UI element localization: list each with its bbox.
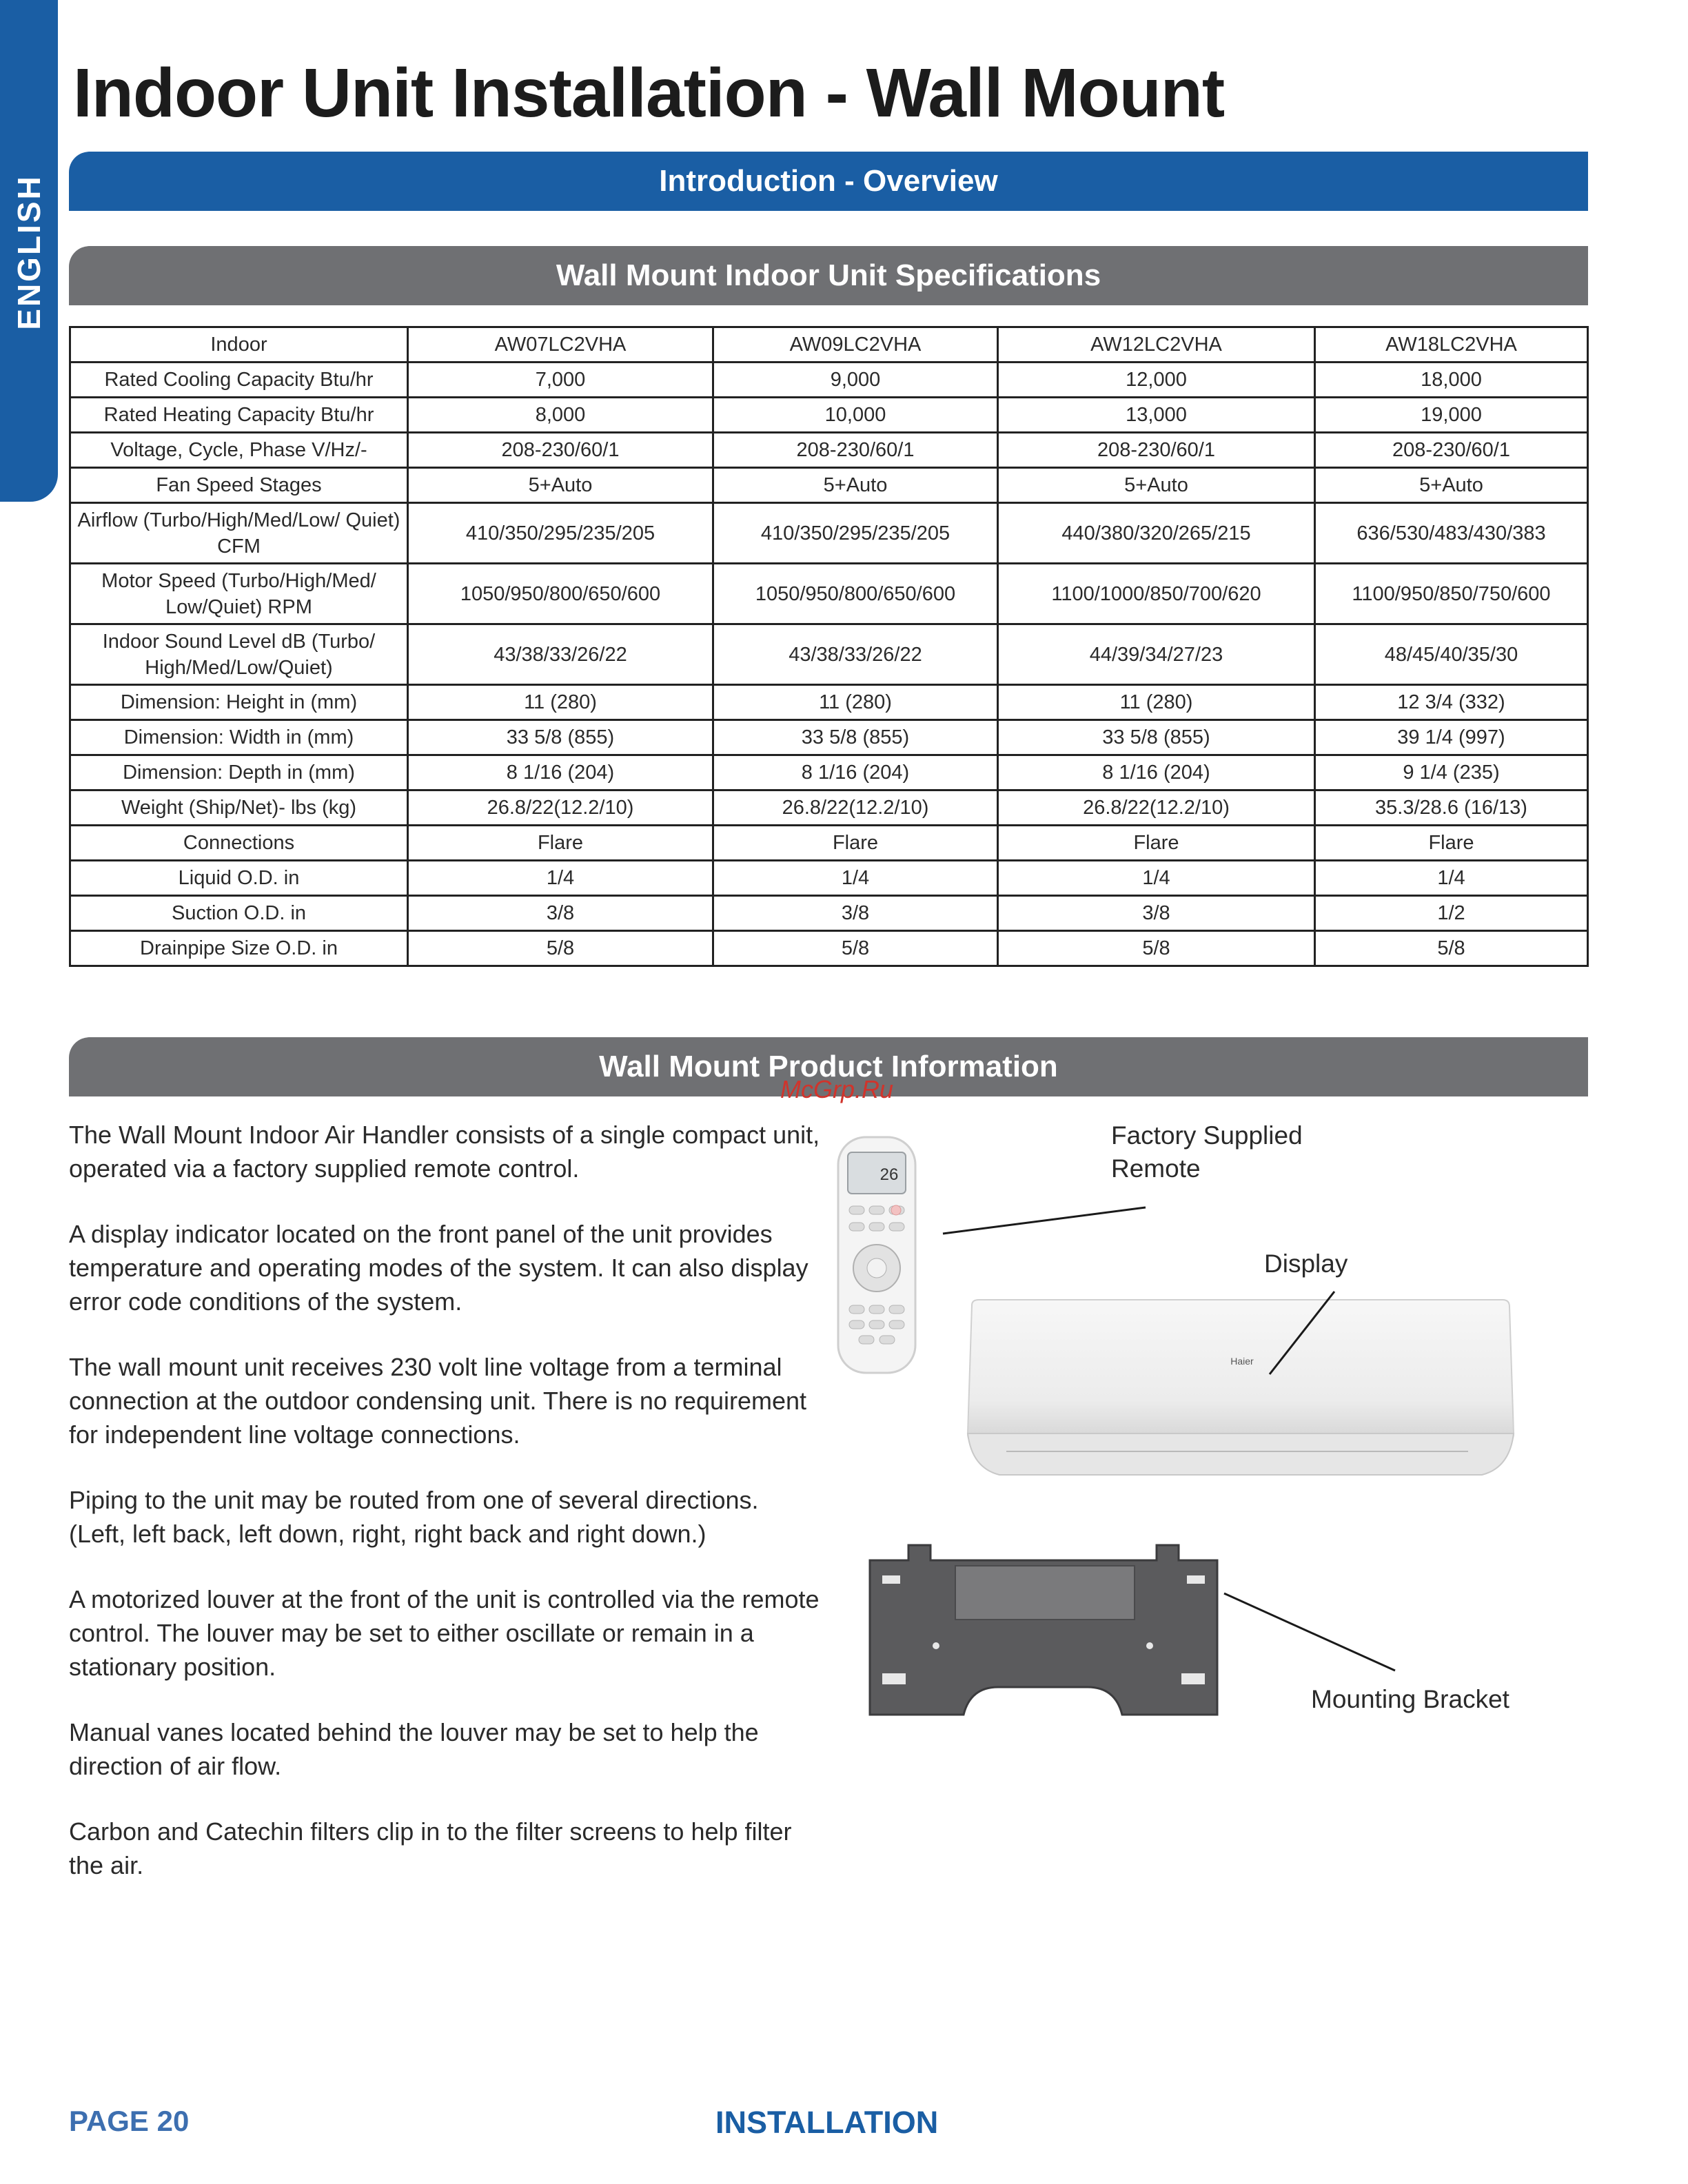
value-cell: 5+Auto	[1315, 468, 1588, 503]
remote-leader-line	[943, 1207, 1146, 1234]
remote-control-image	[835, 1134, 918, 1376]
table-header-row	[70, 327, 1588, 363]
row-label-cell: Motor Speed (Turbo/High/Med/ Low/Quiet) RPM	[70, 564, 408, 624]
value-cell: 9,000	[713, 363, 998, 398]
value-cell: 11 (280)	[408, 685, 713, 720]
table-row	[70, 468, 1588, 503]
value-cell: 5/8	[713, 931, 998, 966]
product-description	[69, 1118, 820, 1914]
value-cell: AW07LC2VHA	[408, 327, 713, 363]
language-label: ENGLISH	[11, 174, 47, 330]
value-cell: 1/4	[998, 861, 1315, 896]
intro-band: Introduction - Overview	[69, 152, 1588, 211]
product-band: Wall Mount Product Information	[69, 1037, 1588, 1096]
value-cell: 636/530/483/430/383	[1315, 503, 1588, 564]
table-row	[70, 398, 1588, 433]
value-cell: 1050/950/800/650/600	[713, 564, 998, 624]
paragraph: Manual vanes located behind the louver may be set to help the direction of air flow.	[69, 1718, 759, 1780]
value-cell: 208-230/60/1	[1315, 433, 1588, 468]
value-cell: 33 5/8 (855)	[713, 720, 998, 755]
table-row	[70, 896, 1588, 931]
value-cell: 1100/950/850/750/600	[1315, 564, 1588, 624]
row-label-cell: Connections	[70, 826, 408, 861]
value-cell: 5/8	[998, 931, 1315, 966]
table-row	[70, 685, 1588, 720]
value-cell: 8,000	[408, 398, 713, 433]
value-cell: AW12LC2VHA	[998, 327, 1315, 363]
value-cell: 3/8	[998, 896, 1315, 931]
value-cell: 1050/950/800/650/600	[408, 564, 713, 624]
table-row	[70, 826, 1588, 861]
remote-callout: Factory Supplied Remote	[1111, 1121, 1303, 1183]
value-cell: 11 (280)	[998, 685, 1315, 720]
mounting-bracket-image	[867, 1542, 1220, 1737]
value-cell: 26.8/22(12.2/10)	[408, 790, 713, 826]
paragraph: The wall mount unit receives 230 volt line voltage from a terminal connection at the outdoor condensing unit. There is no requirement for independent line voltage connections.	[69, 1353, 807, 1449]
paragraph: The Wall Mount Indoor Air Handler consists of a single compact unit, operated via a factory supplied remote control.	[69, 1121, 820, 1183]
row-label-cell: Rated Heating Capacity Btu/hr	[70, 398, 408, 433]
value-cell: 33 5/8 (855)	[408, 720, 713, 755]
table-row	[70, 433, 1588, 468]
value-cell: 33 5/8 (855)	[998, 720, 1315, 755]
language-tab	[0, 0, 58, 502]
display-callout: Display	[1264, 1249, 1348, 1278]
paragraph: Carbon and Catechin filters clip in to the filter screens to help filter the air.	[69, 1817, 792, 1879]
value-cell: Flare	[1315, 826, 1588, 861]
paragraph: Piping to the unit may be routed from one of several directions. (Left, left back, left down, right, right back and right down.)	[69, 1486, 759, 1548]
value-cell: 1/4	[1315, 861, 1588, 896]
table-row	[70, 790, 1588, 826]
row-label-cell: Voltage, Cycle, Phase V/Hz/-	[70, 433, 408, 468]
row-label-cell: Indoor Sound Level dB (Turbo/ High/Med/Low/Quiet)	[70, 624, 408, 685]
value-cell: 3/8	[408, 896, 713, 931]
value-cell: 8 1/16 (204)	[408, 755, 713, 790]
row-label-cell: Fan Speed Stages	[70, 468, 408, 503]
table-row	[70, 931, 1588, 966]
paragraph: A motorized louver at the front of the unit is controlled via the remote control. The louver may be set to either oscillate or remain in a stationary position.	[69, 1585, 820, 1681]
value-cell: 43/38/33/26/22	[408, 624, 713, 685]
page-number: PAGE 20	[69, 2105, 190, 2137]
value-cell: 410/350/295/235/205	[408, 503, 713, 564]
row-label-cell: Dimension: Width in (mm)	[70, 720, 408, 755]
value-cell: 8 1/16 (204)	[998, 755, 1315, 790]
row-label-cell: Suction O.D. in	[70, 896, 408, 931]
value-cell: 9 1/4 (235)	[1315, 755, 1588, 790]
value-cell: Flare	[998, 826, 1315, 861]
value-cell: 35.3/28.6 (16/13)	[1315, 790, 1588, 826]
value-cell: 44/39/34/27/23	[998, 624, 1315, 685]
value-cell: 26.8/22(12.2/10)	[998, 790, 1315, 826]
value-cell: 410/350/295/235/205	[713, 503, 998, 564]
bracket-leader-line	[1224, 1593, 1395, 1671]
table-row	[70, 363, 1588, 398]
table-row	[70, 503, 1588, 564]
value-cell: 3/8	[713, 896, 998, 931]
value-cell: 43/38/33/26/22	[713, 624, 998, 685]
row-label-cell: Liquid O.D. in	[70, 861, 408, 896]
remote-display-reading: 26	[879, 1165, 899, 1184]
spec-table	[69, 326, 1589, 967]
value-cell: 13,000	[998, 398, 1315, 433]
value-cell: 440/380/320/265/215	[998, 503, 1315, 564]
row-label-cell: Weight (Ship/Net)- lbs (kg)	[70, 790, 408, 826]
value-cell: Flare	[713, 826, 998, 861]
value-cell: 12,000	[998, 363, 1315, 398]
value-cell: 26.8/22(12.2/10)	[713, 790, 998, 826]
paragraph: A display indicator located on the front panel of the unit provides temperature and operating modes of the system. It can also display error code conditions of the system.	[69, 1220, 809, 1316]
value-cell: 5+Auto	[408, 468, 713, 503]
row-label-cell: Rated Cooling Capacity Btu/hr	[70, 363, 408, 398]
table-row	[70, 564, 1588, 624]
watermark: McGrp.Ru	[780, 1075, 894, 1103]
value-cell: 5/8	[408, 931, 713, 966]
value-cell: 7,000	[408, 363, 713, 398]
table-row	[70, 755, 1588, 790]
value-cell: 18,000	[1315, 363, 1588, 398]
row-label-cell: Indoor	[70, 327, 408, 363]
value-cell: 5/8	[1315, 931, 1588, 966]
footer-section: INSTALLATION	[715, 2105, 939, 2140]
value-cell: 12 3/4 (332)	[1315, 685, 1588, 720]
bracket-callout: Mounting Bracket	[1311, 1685, 1509, 1713]
value-cell: 5+Auto	[713, 468, 998, 503]
value-cell: 1/4	[408, 861, 713, 896]
value-cell: 19,000	[1315, 398, 1588, 433]
value-cell: 208-230/60/1	[713, 433, 998, 468]
value-cell: 1100/1000/850/700/620	[998, 564, 1315, 624]
value-cell: 1/4	[713, 861, 998, 896]
value-cell: 5+Auto	[998, 468, 1315, 503]
value-cell: 208-230/60/1	[998, 433, 1315, 468]
row-label-cell: Drainpipe Size O.D. in	[70, 931, 408, 966]
table-row	[70, 624, 1588, 685]
table-row	[70, 861, 1588, 896]
row-label-cell: Airflow (Turbo/High/Med/Low/ Quiet) CFM	[70, 503, 408, 564]
brand-mark: Haier	[1230, 1356, 1254, 1367]
value-cell: 8 1/16 (204)	[713, 755, 998, 790]
value-cell: 1/2	[1315, 896, 1588, 931]
specs-band: Wall Mount Indoor Unit Specifications	[69, 246, 1588, 305]
value-cell: Flare	[408, 826, 713, 861]
value-cell: 208-230/60/1	[408, 433, 713, 468]
table-row	[70, 720, 1588, 755]
value-cell: 11 (280)	[713, 685, 998, 720]
value-cell: AW09LC2VHA	[713, 327, 998, 363]
row-label-cell: Dimension: Depth in (mm)	[70, 755, 408, 790]
indoor-unit-image	[958, 1296, 1523, 1482]
value-cell: 48/45/40/35/30	[1315, 624, 1588, 685]
row-label-cell: Dimension: Height in (mm)	[70, 685, 408, 720]
page-title: Indoor Unit Installation - Wall Mount	[73, 54, 1225, 132]
value-cell: 39 1/4 (997)	[1315, 720, 1588, 755]
value-cell: 10,000	[713, 398, 998, 433]
value-cell: AW18LC2VHA	[1315, 327, 1588, 363]
